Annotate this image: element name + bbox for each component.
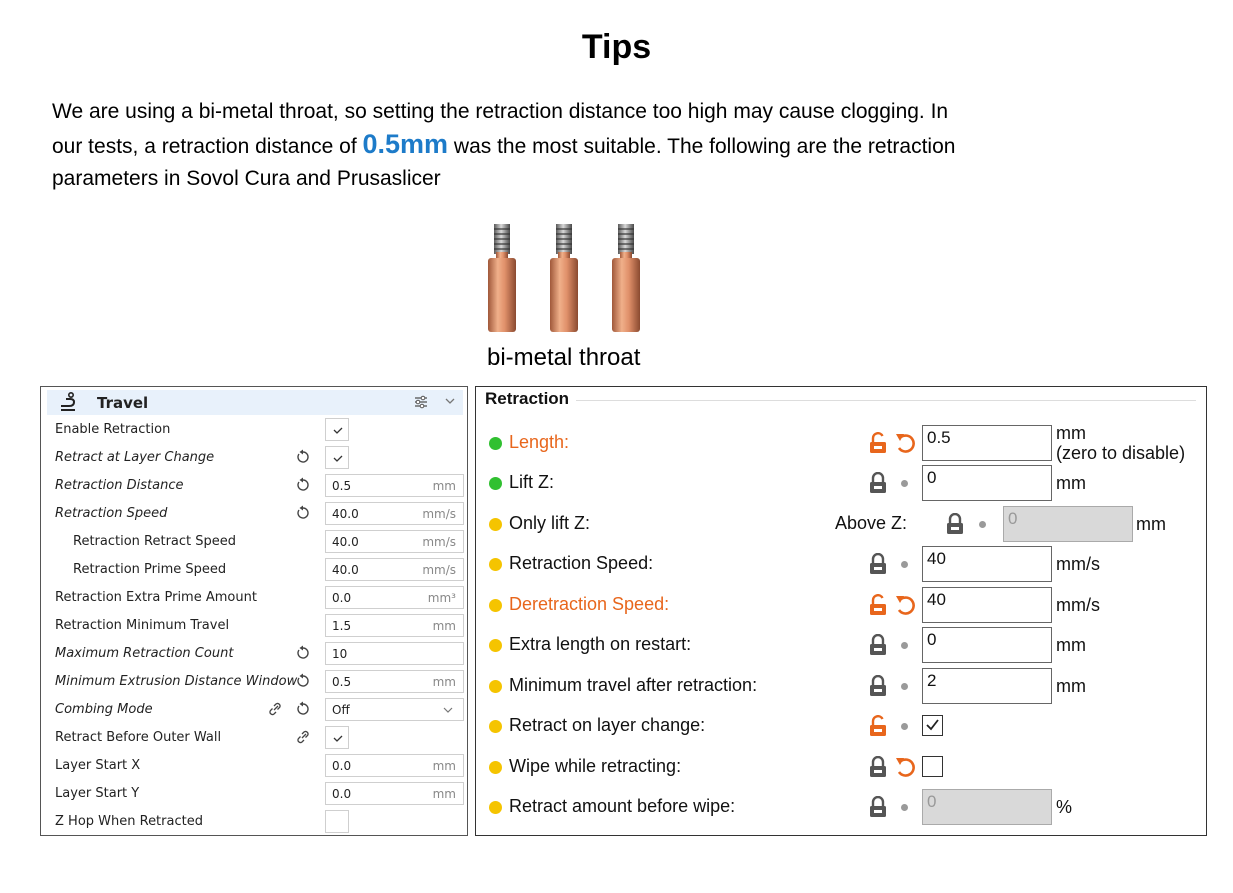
prusaslicer-retraction-panel bbox=[475, 386, 1207, 836]
reset-icon[interactable] bbox=[295, 505, 311, 521]
check-icon bbox=[332, 734, 344, 743]
throat-3 bbox=[612, 224, 640, 332]
setting-label: Only lift Z: bbox=[509, 513, 591, 533]
setting-label: Retract Before Outer Wall bbox=[55, 730, 222, 745]
setting-label: Enable Retraction bbox=[55, 422, 171, 437]
lock-icon[interactable] bbox=[868, 634, 888, 656]
retraction-prime-speed-input[interactable]: 40.0 mm/s bbox=[325, 558, 464, 581]
setting-row-layer-start-x bbox=[41, 751, 467, 779]
chevron-down-icon[interactable] bbox=[444, 396, 456, 406]
setting-label: Retraction Prime Speed bbox=[73, 562, 227, 577]
unit-label: mm bbox=[1056, 423, 1086, 443]
setting-label: Lift Z: bbox=[509, 472, 555, 492]
deretraction-speed-input[interactable]: 40 bbox=[922, 587, 1052, 623]
setting-label: Combing Mode bbox=[55, 702, 153, 717]
retraction-speed-input[interactable]: 40 bbox=[922, 546, 1052, 582]
retraction-speed-input[interactable]: 40.0 mm/s bbox=[325, 502, 464, 525]
lock-icon[interactable] bbox=[868, 756, 888, 778]
combing-mode-select[interactable]: Off bbox=[325, 698, 464, 721]
travel-section-header[interactable] bbox=[47, 390, 463, 415]
setting-row-minimum-extrusion-distance-window bbox=[41, 667, 467, 695]
default-value-indicator bbox=[489, 761, 502, 774]
retract-at-layer-change-checkbox[interactable] bbox=[325, 446, 349, 469]
reset-icon[interactable] bbox=[295, 673, 311, 689]
default-value-indicator bbox=[489, 801, 502, 814]
setting-label: Length: bbox=[509, 432, 570, 452]
above-z-input[interactable]: 0 bbox=[1003, 506, 1133, 542]
prusa-row-extra-length-on-restart bbox=[476, 625, 1206, 665]
setting-label: Retract amount before wipe: bbox=[509, 796, 736, 816]
unit-label: mm bbox=[1056, 635, 1086, 655]
reset-icon[interactable] bbox=[295, 645, 311, 661]
setting-label: Retraction Retract Speed bbox=[73, 534, 237, 549]
prusa-row-retract-amount-before-wipe bbox=[476, 787, 1206, 827]
travel-section-title: Travel bbox=[97, 394, 149, 412]
setting-label: Minimum travel after retraction: bbox=[509, 675, 758, 695]
lock-icon[interactable] bbox=[868, 553, 888, 575]
unit-label: mm/s bbox=[1056, 554, 1100, 574]
prusa-row-length bbox=[476, 423, 1206, 463]
unlocked-icon[interactable] bbox=[868, 432, 888, 454]
check-icon bbox=[332, 454, 344, 463]
section-divider bbox=[576, 400, 1196, 401]
prusa-row-wipe-while-retracting bbox=[476, 747, 1206, 787]
throat-2 bbox=[550, 224, 578, 332]
unit-note: (zero to disable) bbox=[1056, 443, 1186, 463]
setting-label: Retraction Speed: bbox=[509, 553, 654, 573]
chevron-down-icon bbox=[443, 707, 453, 714]
minimum-extrusion-distance-window-input[interactable]: 0.5 mm bbox=[325, 670, 464, 693]
length-input[interactable]: 0.5 bbox=[922, 425, 1052, 461]
setting-label: Minimum Extrusion Distance Window bbox=[55, 674, 298, 689]
prusa-row-lift-z bbox=[476, 463, 1206, 503]
extra-length-on-restart-input[interactable]: 0 bbox=[922, 627, 1052, 663]
bullet-dot-icon bbox=[901, 480, 908, 487]
intro-text-after: was the most suitable. The following are the retraction parameters in Sovol Cura and Prusaslicer bbox=[52, 135, 956, 190]
default-value-indicator bbox=[489, 680, 502, 693]
retract-before-outer-wall-checkbox[interactable] bbox=[325, 726, 349, 749]
retraction-retract-speed-input[interactable]: 40.0 mm/s bbox=[325, 530, 464, 553]
image-caption: bi-metal throat bbox=[487, 344, 641, 371]
setting-row-maximum-retraction-count bbox=[41, 639, 467, 667]
prusa-row-minimum-travel-after-retraction bbox=[476, 666, 1206, 706]
setting-row-retraction-minimum-travel bbox=[41, 611, 467, 639]
setting-row-retraction-extra-prime-amount bbox=[41, 583, 467, 611]
bullet-dot-icon bbox=[901, 723, 908, 730]
undo-arrow-icon[interactable] bbox=[895, 755, 917, 779]
setting-row-retract-before-outer-wall bbox=[41, 723, 467, 751]
setting-label: Z Hop When Retracted bbox=[55, 814, 203, 829]
undo-arrow-icon[interactable] bbox=[895, 593, 917, 617]
cura-settings-panel bbox=[40, 386, 468, 836]
default-value-indicator bbox=[489, 720, 502, 733]
setting-row-retract-at-layer-change bbox=[41, 443, 467, 471]
page-title: Tips bbox=[581, 28, 652, 66]
undo-arrow-icon[interactable] bbox=[895, 431, 917, 455]
lift-z-input[interactable]: 0 bbox=[922, 465, 1052, 501]
retraction-extra-prime-amount-input[interactable]: 0.0 mm³ bbox=[325, 586, 464, 609]
check-icon bbox=[332, 426, 344, 435]
reset-icon[interactable] bbox=[295, 477, 311, 493]
link-icon bbox=[295, 729, 311, 745]
wipe-while-retracting-checkbox[interactable] bbox=[922, 756, 943, 777]
lock-icon[interactable] bbox=[945, 513, 965, 535]
setting-label: Layer Start X bbox=[55, 758, 141, 773]
unit-label: mm bbox=[1136, 514, 1166, 534]
bullet-dot-icon bbox=[901, 804, 908, 811]
travel-icon bbox=[57, 392, 79, 412]
layer-start-y-input[interactable]: 0.0 mm bbox=[325, 782, 464, 805]
lock-icon[interactable] bbox=[868, 472, 888, 494]
minimum-travel-after-retraction-input[interactable]: 2 bbox=[922, 668, 1052, 704]
setting-row-combing-mode bbox=[41, 695, 467, 723]
settings-visibility-icon[interactable] bbox=[413, 394, 429, 410]
throat-1 bbox=[488, 224, 516, 332]
system-value-indicator bbox=[489, 477, 502, 490]
prusa-row-deretraction-speed bbox=[476, 585, 1206, 625]
setting-row-z-hop-when-retracted bbox=[41, 807, 467, 835]
setting-label: Retraction Minimum Travel bbox=[55, 618, 230, 633]
setting-row-retraction-retract-speed bbox=[41, 527, 467, 555]
setting-row-enable-retraction bbox=[41, 415, 467, 443]
above-z-label: Above Z: bbox=[835, 513, 908, 533]
setting-row-retraction-speed bbox=[41, 499, 467, 527]
system-value-indicator bbox=[489, 437, 502, 450]
retraction-section-title: Retraction bbox=[485, 389, 573, 409]
unit-label: mm bbox=[1056, 473, 1086, 493]
bullet-dot-icon bbox=[901, 683, 908, 690]
setting-label: Deretraction Speed: bbox=[509, 594, 670, 614]
unit-label: mm/s bbox=[1056, 595, 1100, 615]
setting-label: Wipe while retracting: bbox=[509, 756, 682, 776]
bullet-dot-icon bbox=[979, 521, 986, 528]
enable-retraction-checkbox[interactable] bbox=[325, 418, 349, 441]
setting-row-retraction-distance bbox=[41, 471, 467, 499]
retract-on-layer-change-checkbox[interactable] bbox=[922, 715, 943, 736]
lock-icon[interactable] bbox=[868, 675, 888, 697]
link-icon bbox=[267, 701, 283, 717]
retraction-minimum-travel-input[interactable]: 1.5 mm bbox=[325, 614, 464, 637]
highlight-value: 0.5mm bbox=[362, 129, 449, 159]
check-icon bbox=[925, 718, 940, 732]
z-hop-when-retracted-checkbox[interactable] bbox=[325, 810, 349, 833]
reset-icon[interactable] bbox=[295, 701, 311, 717]
bullet-dot-icon bbox=[901, 642, 908, 649]
intro-text-before: We are using a bi-metal throat, so setting the retraction distance too high may cause clogging. In our tests, a retraction distance of bbox=[52, 100, 949, 158]
unlocked-icon[interactable] bbox=[868, 715, 888, 737]
unit-label: % bbox=[1056, 797, 1073, 817]
bi-metal-throat-image bbox=[482, 220, 662, 338]
bullet-dot-icon bbox=[901, 561, 908, 568]
retraction-distance-input[interactable]: 0.5 mm bbox=[325, 474, 464, 497]
prusa-row-only-lift-z bbox=[476, 504, 1206, 544]
prusa-row-retract-on-layer-change bbox=[476, 706, 1206, 746]
setting-label: Retraction Extra Prime Amount bbox=[55, 590, 257, 605]
setting-label: Retract at Layer Change bbox=[55, 450, 215, 465]
setting-label: Retraction Distance bbox=[55, 478, 184, 493]
maximum-retraction-count-input[interactable]: 10 bbox=[325, 642, 464, 665]
reset-icon[interactable] bbox=[295, 449, 311, 465]
lock-icon[interactable] bbox=[868, 796, 888, 818]
unit-label: mm bbox=[1056, 676, 1086, 696]
setting-label: Layer Start Y bbox=[55, 786, 140, 801]
intro-paragraph bbox=[52, 96, 972, 195]
default-value-indicator bbox=[489, 558, 502, 571]
setting-row-retraction-prime-speed bbox=[41, 555, 467, 583]
unlocked-icon[interactable] bbox=[868, 594, 888, 616]
default-value-indicator bbox=[489, 518, 502, 531]
setting-label: Retraction Speed bbox=[55, 506, 168, 521]
prusa-row-retraction-speed bbox=[476, 544, 1206, 584]
default-value-indicator bbox=[489, 599, 502, 612]
default-value-indicator bbox=[489, 639, 502, 652]
setting-label: Retract on layer change: bbox=[509, 715, 706, 735]
setting-label: Extra length on restart: bbox=[509, 634, 692, 654]
retract-amount-before-wipe-input[interactable]: 0 bbox=[922, 789, 1052, 825]
setting-label: Maximum Retraction Count bbox=[55, 646, 234, 661]
setting-row-layer-start-y bbox=[41, 779, 467, 807]
layer-start-x-input[interactable]: 0.0 mm bbox=[325, 754, 464, 777]
